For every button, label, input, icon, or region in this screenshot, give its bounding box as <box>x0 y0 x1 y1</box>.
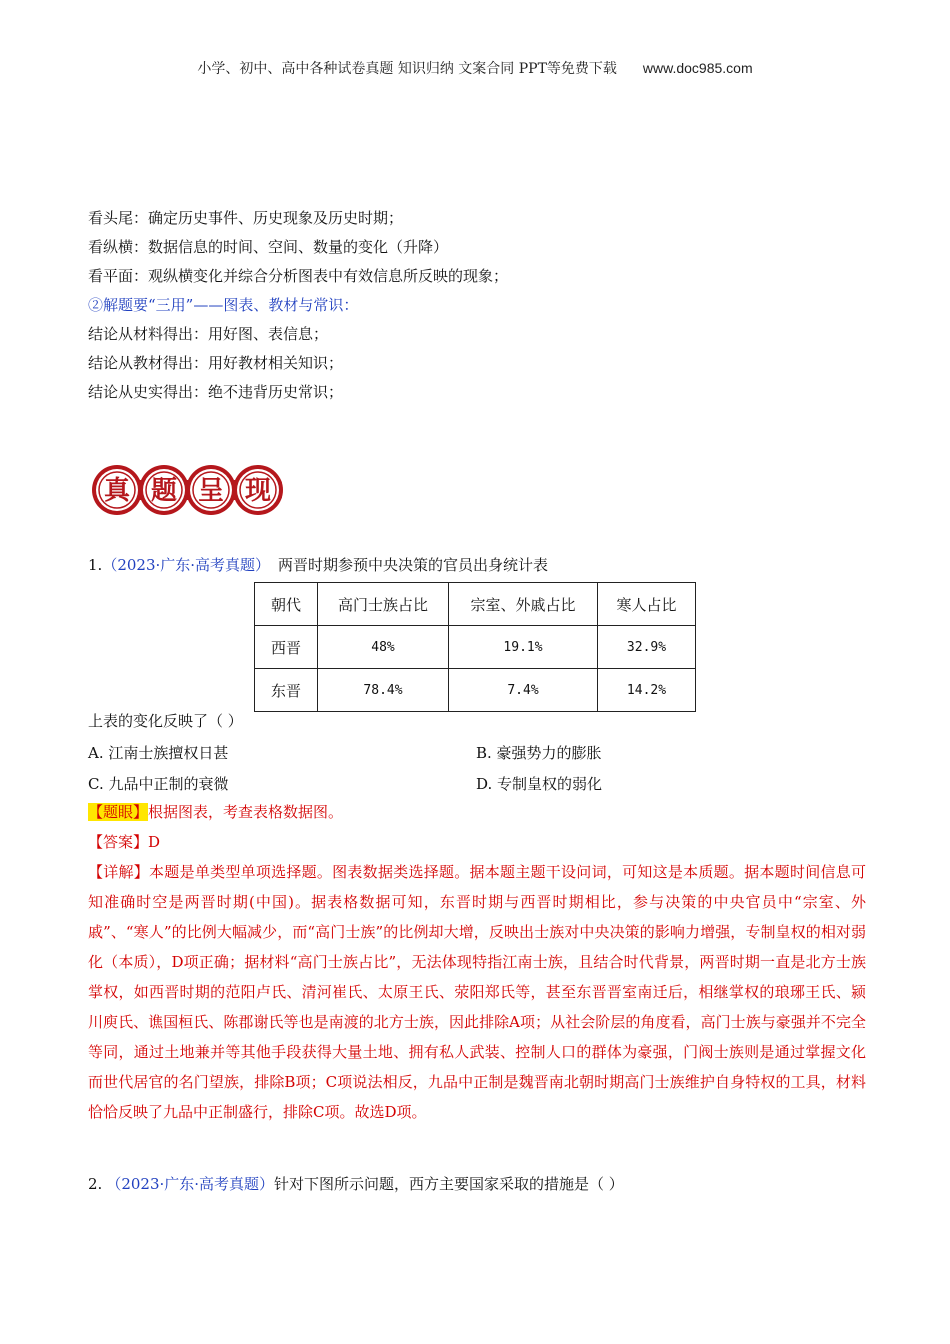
q1-tiyan <box>88 802 343 822</box>
badge-char-1: 真 <box>103 476 131 506</box>
intro-line-5: 结论从材料得出：用好图、表信息； <box>88 325 329 343</box>
q2-number: 2. <box>88 1175 103 1193</box>
q1-answer: 【答案】D <box>88 833 161 851</box>
q1-detail <box>88 857 866 1127</box>
q1-source: （2023·广东·高考真题） <box>102 556 271 574</box>
table-cell: 7.4% <box>449 669 598 712</box>
q1-title <box>88 555 548 575</box>
q2-stem: 针对下图所示问题，西方主要国家采取的措施是（ ） <box>274 1175 624 1193</box>
detail-text: 本题是单类型单项选择题。图表数据类选择题。据本题主题干设问词，可知这是本质题。据本题时间信息可知准确时空是两晋时期(中国)。据表格数据可知，东晋时期与西晋时期相比，参与决策的中央官员中“宗室、外戚”、“寒人”的比例大幅减少，而“高门士族”的比例却大增，反映出士族对中央决策的影响力增强，专制皇权的相对弱化（本质），D项正确；据材料“高门士族占比”，无法体现特指江南士族，且结合时代背景，两晋时期一直是北方士族掌权，如西晋时期的范阳卢氏、清河崔氏、太原王氏、荥阳郑氏等，甚至东晋晋室南迁后，相继掌权的琅琊王氏、颍川庾氏、谯国桓氏、陈郡谢氏等也是南渡的北方士族，因此排除A项；从社会阶层的角度看，高门士族与豪强并不完全等同，通过土地兼并等其他手段获得大量土地、拥有私人武装、控制人口的群体为豪强，门阀士族则是通过掌握文化而世代居官的名门望族，排除B项；C项说法相反，九品中正制是魏晋南北朝时期高门士族维护自身特权的工具，材料恰恰反映了九品中正制盛行，排除C项。故选D项。 <box>88 863 866 1121</box>
intro-line-7: 结论从史实得出：绝不违背历史常识； <box>88 383 344 401</box>
table-cell: 19.1% <box>449 626 598 669</box>
option-d[interactable]: D. 专制皇权的弱化 <box>476 775 603 793</box>
table-cell: 78.4% <box>318 669 449 712</box>
table-header-cell: 高门士族占比 <box>318 583 449 626</box>
tiyan-label: 【题眼】 <box>88 803 149 821</box>
detail-label: 【详解】 <box>88 863 150 881</box>
badge-char-4: 现 <box>244 476 272 506</box>
intro-line-4: ②解题要“三用”——图表、教材与常识： <box>88 296 359 314</box>
section-badge <box>90 458 286 522</box>
section-badge-graphic <box>90 458 286 522</box>
header-url[interactable]: www.doc985.com <box>642 60 753 76</box>
page-header <box>0 58 950 78</box>
q1-question: 上表的变化反映了（ ） <box>88 712 243 730</box>
tiyan-text: 根据图表，考查表格数据图。 <box>148 803 344 821</box>
option-a[interactable]: A. 江南士族擅权日甚 <box>88 744 229 762</box>
table-header-cell: 宗室、外戚占比 <box>449 583 598 626</box>
intro-line-6: 结论从教材得出：用好教材相关知识； <box>88 354 344 372</box>
option-b[interactable]: B. 豪强势力的膨胀 <box>476 744 602 762</box>
table-cell: 32.9% <box>598 626 696 669</box>
badge-char-3: 呈 <box>197 476 225 506</box>
table-row <box>255 626 696 669</box>
table-cell: 14.2% <box>598 669 696 712</box>
q2-source: （2023·广东·高考真题） <box>106 1175 275 1193</box>
q1-table <box>254 582 696 712</box>
header-text: 小学、初中、高中各种试卷真题 知识归纳 文案合同 PPT等免费下载 <box>197 61 617 77</box>
badge-char-2: 题 <box>150 476 178 506</box>
option-c[interactable]: C. 九品中正制的衰微 <box>88 775 229 793</box>
table-cell: 48% <box>318 626 449 669</box>
q1-stem: 两晋时期参预中央决策的官员出身统计表 <box>278 556 549 574</box>
table-cell: 东晋 <box>255 669 318 712</box>
table-header-cell: 朝代 <box>255 583 318 626</box>
q2-title <box>88 1174 624 1194</box>
table-row <box>255 669 696 712</box>
q1-number: 1. <box>88 556 103 574</box>
table-header-cell: 寒人占比 <box>598 583 696 626</box>
intro-line-3: 看平面：观纵横变化并综合分析图表中有效信息所反映的现象； <box>88 267 509 285</box>
intro-line-2: 看纵横：数据信息的时间、空间、数量的变化（升降） <box>88 238 449 256</box>
intro-line-1: 看头尾：确定历史事件、历史现象及历史时期； <box>88 209 404 227</box>
table-cell: 西晋 <box>255 626 318 669</box>
table-header-row <box>255 583 696 626</box>
